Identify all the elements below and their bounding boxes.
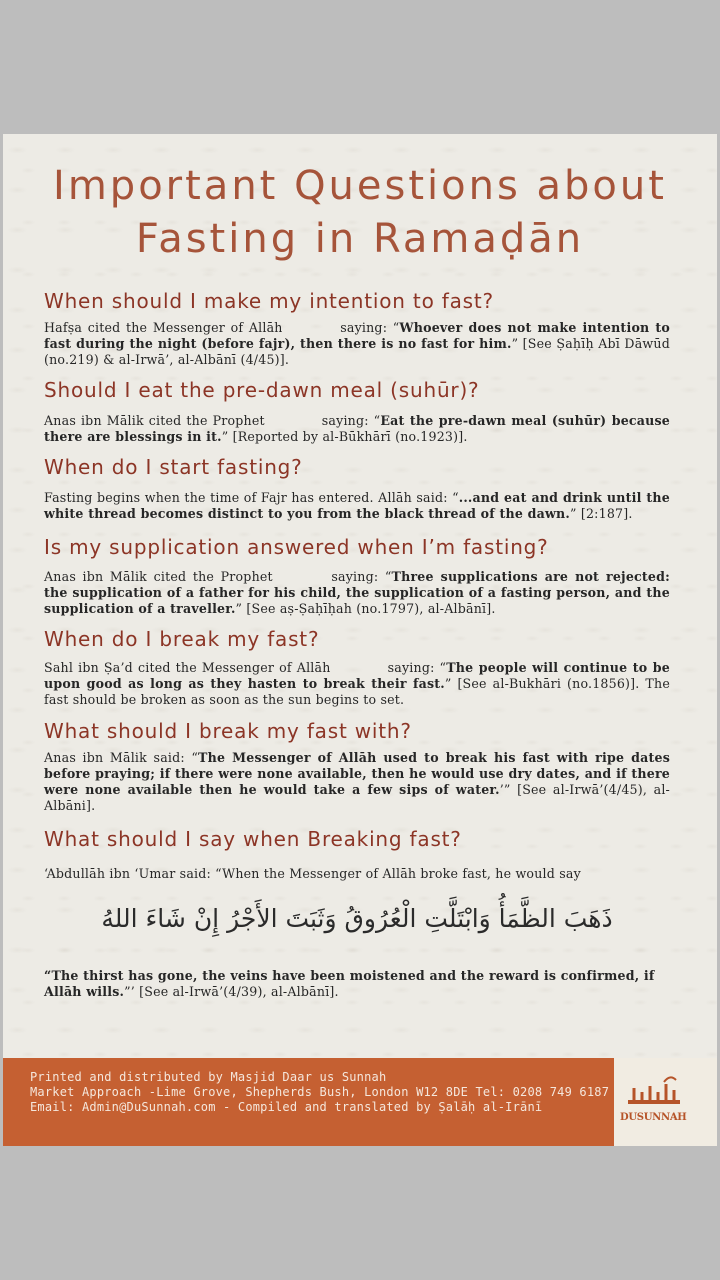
faq-answer <box>44 569 670 617</box>
faq-question: When should I make my intention to fast? <box>44 289 494 313</box>
faq-section <box>44 626 670 708</box>
answer-intro: Sahl ibn Ṣa’d cited the Messenger of Allāh <box>44 660 331 675</box>
faq-section <box>44 534 670 617</box>
hadith-quote: Eat the pre-dawn meal (suhūr) because there are blessings in it. <box>44 413 670 444</box>
faq-answer <box>44 490 670 522</box>
logo-wordmark: DUSUNNAH <box>620 1112 687 1123</box>
faq-section <box>44 288 670 368</box>
answer-lead: saying: “ <box>334 320 400 335</box>
calligraphy-logo-icon <box>624 1074 684 1108</box>
poster <box>3 134 717 1146</box>
answer-intro: Anas ibn Mālik cited the Prophet <box>44 413 265 428</box>
footer-bar <box>3 1058 614 1146</box>
hadith-quote: The people will continue to be upon good as long as they hasten to break their fast. <box>44 660 671 691</box>
answer-lead: saying: “ <box>382 660 447 675</box>
faq-answer <box>44 320 670 368</box>
answer-reference: ” [Reported by al-Būkhārī (no.1923)]. <box>221 429 468 444</box>
faq-question: When do I start fasting? <box>44 455 303 479</box>
answer-reference: ” [See aṣ-Ṣaḥīḥah (no.1797), al-Albānī]. <box>235 601 496 616</box>
hadith-quote: Three supplications are not rejected: the supplication of a father for his child, the supplication of a fasting person, and the supplication of a traveller. <box>44 569 670 616</box>
faq-section <box>44 826 670 882</box>
translation-quote: “The thirst has gone, the veins have been moistened and the reward is confirmed, if Allāh wills. <box>44 968 655 999</box>
poster-title <box>3 160 717 266</box>
faq-question: What should I say when Breaking fast? <box>44 827 462 851</box>
faq-section <box>44 718 670 814</box>
arabic-supplication: ذَهَبَ الظَّمَأُ وَابْتَلَّتِ الْعُرُوقُ وَثَبَتَ الأَجْرُ إِنْ شَاءَ اللهُ <box>101 904 613 933</box>
faq-answer <box>44 750 670 814</box>
answer-intro: Fasting begins when the time of Fajr has entered. Allāh said: “ <box>44 490 459 505</box>
answer-reference: ” [2:187]. <box>570 506 633 521</box>
translation-reference: ”’ [See al-Irwā’(4/39), al-Albānī]. <box>124 984 339 999</box>
faq-section <box>44 454 670 522</box>
hadith-quote: The Messenger of Allāh used to break his fast with ripe dates before praying; if there were none available, then he would use dry dates, and if there were none available then he would take a few sips of water. <box>44 750 670 797</box>
title-line-1: Important Questions about <box>53 163 667 209</box>
answer-lead: saying: “ <box>324 569 392 584</box>
hadith-quote: Whoever does not make intention to fast during the night (before fajr), then there is no fast for him. <box>44 320 670 351</box>
answer-intro: Anas ibn Mālik cited the Prophet <box>44 569 273 584</box>
title-line-2: Fasting in Ramaḍān <box>135 216 585 262</box>
faq-question: Is my supplication answered when I’m fasting? <box>44 535 549 559</box>
faq-section <box>44 377 670 445</box>
footer-lines <box>30 1070 609 1115</box>
answer-reference: ” [See Ṣaḥīḥ Abī Dāwūd (no.219) & al-Irwā’, al-Albānī (4/45)]. <box>44 336 670 367</box>
answer-intro: Anas ibn Mālik said: “ <box>44 750 199 765</box>
quran-quote: ...and eat and drink until the white thread becomes distinct to you from the black thread of the dawn. <box>44 490 670 521</box>
supplication-translation <box>44 968 670 1000</box>
answer-reference: ” [See al-Bukhāri (no.1856)]. The fast should be broken as soon as the sun begins to set. <box>44 676 670 707</box>
footer-line-publisher: Printed and distributed by Masjid Daar us Sunnah <box>30 1070 387 1084</box>
dusunnah-logo <box>614 1058 717 1146</box>
translation-text <box>44 968 670 1000</box>
faq-answer <box>44 413 670 445</box>
faq-answer-intro: ‘Abdullāh ibn ‘Umar said: “When the Messenger of Allāh broke fast, he would say <box>44 866 581 881</box>
footer-line-email: Email: Admin@DuSunnah.com - Compiled and translated by Ṣalāḥ al-Irānī <box>30 1100 543 1114</box>
answer-reference: ’” [See al-Irwā’(4/45), al-Albāni]. <box>44 782 671 813</box>
faq-question: What should I break my fast with? <box>44 719 412 743</box>
answer-intro: Hafṣa cited the Messenger of Allāh <box>44 320 283 335</box>
faq-question: Should I eat the pre-dawn meal (suhūr)? <box>44 378 480 402</box>
faq-question: When do I break my fast? <box>44 627 320 651</box>
footer-line-address: Market Approach -Lime Grove, Shepherds Bush, London W12 8DE Tel: 0208 749 6187 <box>30 1085 610 1099</box>
answer-lead: saying: “ <box>316 413 381 428</box>
faq-answer <box>44 660 670 708</box>
